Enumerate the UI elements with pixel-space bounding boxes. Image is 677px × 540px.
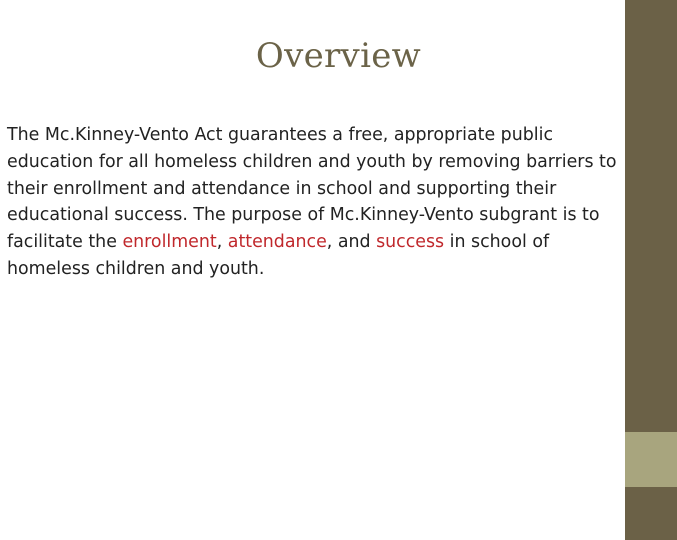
paragraph-intro-text: The Mc.Kinney-Vento Act guarantees a free, appropriate public education for all homeless children and youth by removing barriers to their enrollment and attendance in school and supporting their educational success. The purpose of Mc.Kinney-Vento subgrant is to facilitate the xyxy=(7,125,617,253)
overview-paragraph xyxy=(7,122,619,283)
highlight-enrollment: enrollment xyxy=(122,232,217,253)
paragraph-conjunction-text: , and xyxy=(326,232,377,253)
sidebar-accent-middle xyxy=(625,432,677,487)
slide-title: Overview xyxy=(255,36,422,76)
sidebar-accent-top xyxy=(625,0,677,432)
sidebar-accent-bottom xyxy=(625,487,677,540)
paragraph-closing-text: in school of homeless children and youth. xyxy=(7,232,550,279)
highlight-attendance: attendance xyxy=(227,232,327,253)
paragraph-separator-text: , xyxy=(216,232,228,253)
highlight-success: success xyxy=(376,232,445,253)
